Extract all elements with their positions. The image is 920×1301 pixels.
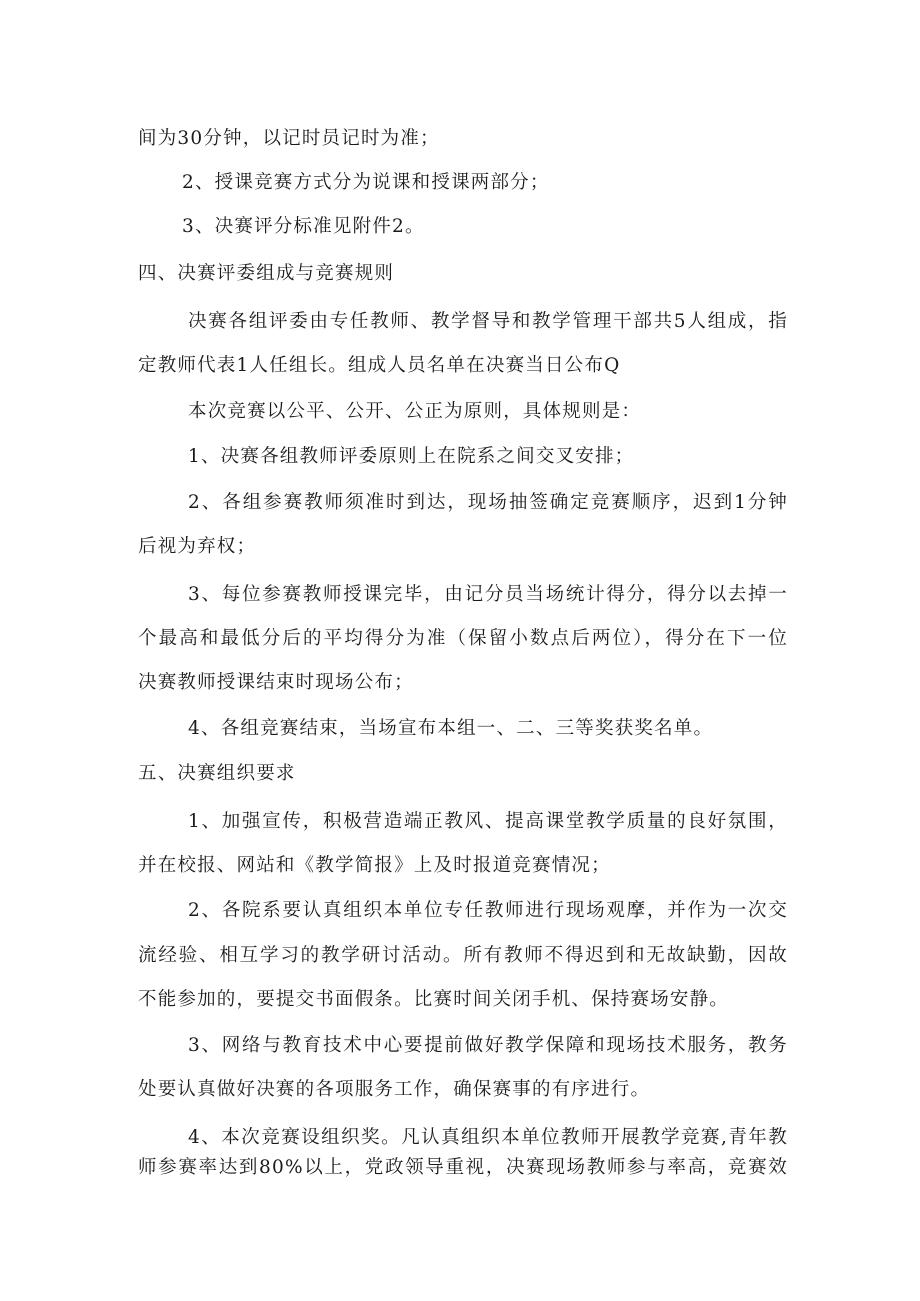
section-heading: 五、决赛组织要求 (138, 763, 296, 784)
text-line-content: 2、各院系要认真组织本单位专任教师进行现场观摩，并作为一次交 (188, 900, 788, 921)
text-line-content: 流经验、相互学习的教学研讨活动。所有教师不得迟到和无故缺勤，因故 (138, 945, 788, 966)
section-heading: 四、决赛评委组成与竞赛规则 (138, 263, 395, 284)
text-line (188, 1126, 838, 1150)
text-line-content: 师参赛率达到80%以上，党政领导重视，决赛现场教师参与率高，竞赛效 (138, 1157, 788, 1178)
text-line (188, 1034, 838, 1058)
text-line: 处要认真做好决赛的各项服务工作，确保赛事的有序进行。 (138, 1079, 651, 1100)
text-line: 决赛教师授课结束时现场公布； (138, 672, 414, 693)
text-line-content: 决赛各组评委由专任教师、教学督导和教学管理干部共5人组成，指 (188, 311, 788, 332)
text-line (188, 310, 838, 334)
text-line: 4、各组竞赛结束，当场宣布本组一、二、三等奖获奖名单。 (188, 718, 714, 739)
text-line: 间为30分钟，以记时员记时为准； (138, 128, 440, 149)
text-line-content: 1、加强宣传，积极营造端正教风、提高课堂教学质量的良好氛围， (188, 811, 788, 832)
text-line (188, 810, 838, 834)
text-line: 定教师代表1人任组长。组成人员名单在决赛当日公布Q (138, 355, 621, 376)
text-line (188, 491, 838, 515)
text-line-content: 3、网络与教育技术中心要提前做好教学保障和现场技术服务，教务 (188, 1035, 788, 1056)
text-line-content: 4、本次竞赛设组织奖。凡认真组织本单位教师开展教学竞赛,青年教 (188, 1127, 788, 1148)
text-line-content: 个最高和最低分后的平均得分为准（保留小数点后两位），得分在下一位 (138, 628, 788, 649)
text-line (188, 899, 838, 923)
text-line: 本次竞赛以公平、公开、公正为原则，具体规则是： (188, 401, 642, 422)
text-line: 不能参加的，要提交书面假条。比赛时间关闭手机、保持赛场安静。 (138, 989, 730, 1010)
text-line (138, 627, 788, 651)
text-line (138, 1156, 788, 1180)
text-line (138, 944, 788, 968)
text-line: 后视为弃权； (138, 536, 257, 557)
text-line: 1、决赛各组教师评委原则上在院系之间交叉安排； (188, 446, 635, 467)
text-line (188, 583, 838, 607)
text-line: 2、授课竞赛方式分为说课和授课两部分； (182, 172, 550, 193)
text-line: 并在校报、网站和《教学简报》上及时报道竞赛情况； (138, 855, 611, 876)
text-line-content: 2、各组参赛教师须准时到达，现场抽签确定竞赛顺序，迟到1分钟 (188, 492, 788, 513)
text-line-content: 3、每位参赛教师授课完毕，由记分员当场统计得分，得分以去掉一 (188, 584, 788, 605)
text-line: 3、决赛评分标准见附件2。 (182, 216, 425, 237)
